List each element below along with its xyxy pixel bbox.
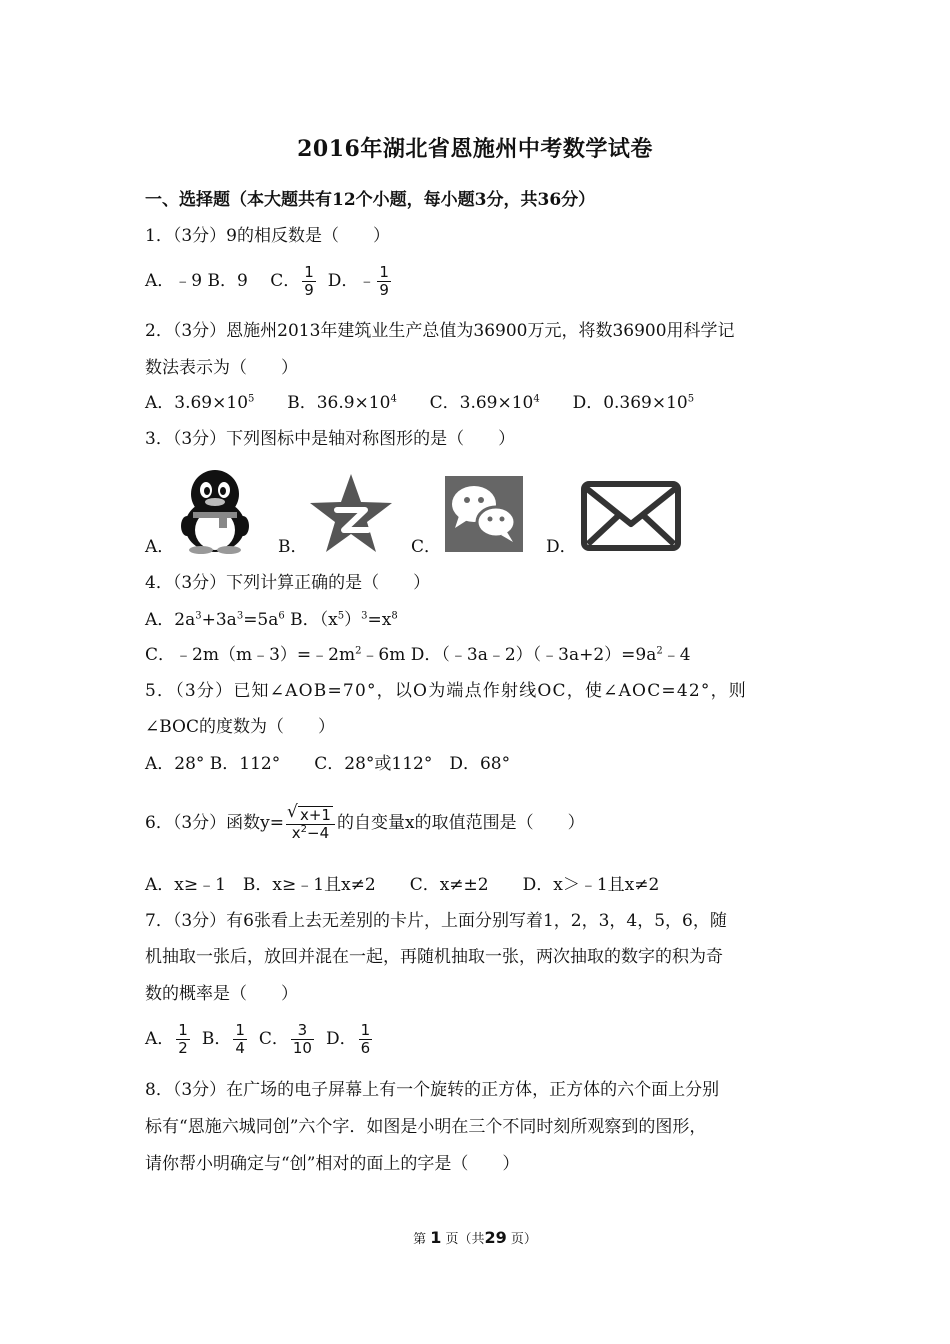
question-7-stem-line2: 机抽取一张后，放回并混在一起，再随机抽取一张，两次抽取的数字的积为奇 xyxy=(145,947,723,967)
q2-option-b: B．$36.9\times 10^4$ xyxy=(287,393,397,413)
question-6-stem: 6．（3分）函数y= √ $\frac{x+1}{x^2-4}$ 的自变量x的取值范围是（ ） xyxy=(145,798,585,848)
total-pages: 29 xyxy=(484,1228,507,1247)
question-3-stem: 3．（3分）下列图标中是轴对称图形的是（ ） xyxy=(145,429,516,449)
question-6-options: A．x≥﹣1 B．x≥﹣1且x≠2 C．x≠±2 D．x＞﹣1且x≠2 xyxy=(145,875,660,895)
page-footer: 第 1 页（共29 页） xyxy=(413,1228,537,1247)
q6-function-fraction: √ $\frac{x+1}{x^2-4}$ xyxy=(286,806,335,842)
q3-label-d: D． xyxy=(546,537,577,557)
section-heading: 一、选择题（本大题共有12个小题，每小题3分，共36分） xyxy=(145,190,596,210)
q3-label-b: B． xyxy=(278,537,308,557)
q3-label-c: C． xyxy=(411,537,442,557)
question-7-options: A． $\frac{1}{2}$ B． $\frac{1}{4}$ C． $\frac{3}{10}$ D． $\frac{1}{6}$ xyxy=(145,1021,371,1057)
chat-bubbles-icon xyxy=(445,476,523,552)
question-8-stem-line1: 8．（3分）在广场的电子屏幕上有一个旋转的正方体，正方体的六个面上分别 xyxy=(145,1080,720,1100)
q2-option-a: A．$3.69\times 10^5$ xyxy=(145,393,255,413)
page-title: 2016年湖北省恩施州中考数学试卷 xyxy=(297,136,653,162)
q2-option-d: D．$0.369\times 10^5$ xyxy=(572,393,695,413)
question-5-stem-line1: 5．（3分）已知∠AOB=70°，以O为端点作射线OC，使∠AOC=42°，则 xyxy=(145,681,747,701)
question-8-stem-line3: 请你帮小明确定与“创”相对的面上的字是（ ） xyxy=(145,1154,520,1174)
q7-fraction-a: $\frac{1}{2}$ xyxy=(178,1021,188,1057)
star-z-icon xyxy=(308,472,394,554)
question-2-stem-line1: 2．（3分）恩施州2013年建筑业生产总值为36900万元，将数36900用科学记 xyxy=(145,321,735,341)
question-4-stem: 4．（3分）下列计算正确的是（ ） xyxy=(145,573,431,593)
question-4-options-cd: C．$﹣2m(m﹣3)=﹣2m^2﹣6m$ D．$(﹣3a﹣2)(﹣3a+2)=9a^2﹣4$ xyxy=(145,645,691,665)
q7-fraction-b: $\frac{1}{4}$ xyxy=(235,1021,245,1057)
q7-fraction-c: $\frac{3}{10}$ xyxy=(292,1021,312,1057)
q1-fraction-c: $\frac{1}{9}$ xyxy=(304,263,314,299)
current-page-number: 1 xyxy=(430,1228,442,1247)
q1-option-d: D．﹣ xyxy=(327,271,376,291)
envelope-icon xyxy=(580,480,682,552)
q3-label-a: A． xyxy=(145,537,175,557)
question-1-stem: 1．（3分）9的相反数是（ ） xyxy=(145,226,390,246)
question-2-options xyxy=(145,392,694,414)
question-5-options: A．28° B．112° C．28°或112° D．68° xyxy=(145,754,511,774)
question-1-options xyxy=(145,264,393,299)
question-4-options-ab: A．$2a^3+3a^3=5a^6$ B．$(x^5)^3=x^8$ xyxy=(145,610,398,630)
question-2-stem-line2: 数法表示为（ ） xyxy=(145,358,298,378)
q1-option-abc: A．﹣9 B．9 C． xyxy=(145,271,301,291)
question-7-stem-line3: 数的概率是（ ） xyxy=(145,984,298,1004)
penguin-icon xyxy=(175,468,255,554)
question-5-stem-line2: ∠BOC的度数为（ ） xyxy=(145,717,335,737)
question-8-stem-line2: 标有“恩施六城同创”六个字．如图是小明在三个不同时刻所观察到的图形， xyxy=(145,1117,707,1137)
q7-fraction-d: $\frac{1}{6}$ xyxy=(360,1021,371,1057)
question-7-stem-line1: 7．（3分）有6张看上去无差别的卡片，上面分别写着1，2，3，4，5，6，随 xyxy=(145,911,727,931)
q1-fraction-d: $\frac{1}{9}$ xyxy=(379,263,389,299)
q2-option-c: C．$3.69\times 10^4$ xyxy=(429,393,540,413)
